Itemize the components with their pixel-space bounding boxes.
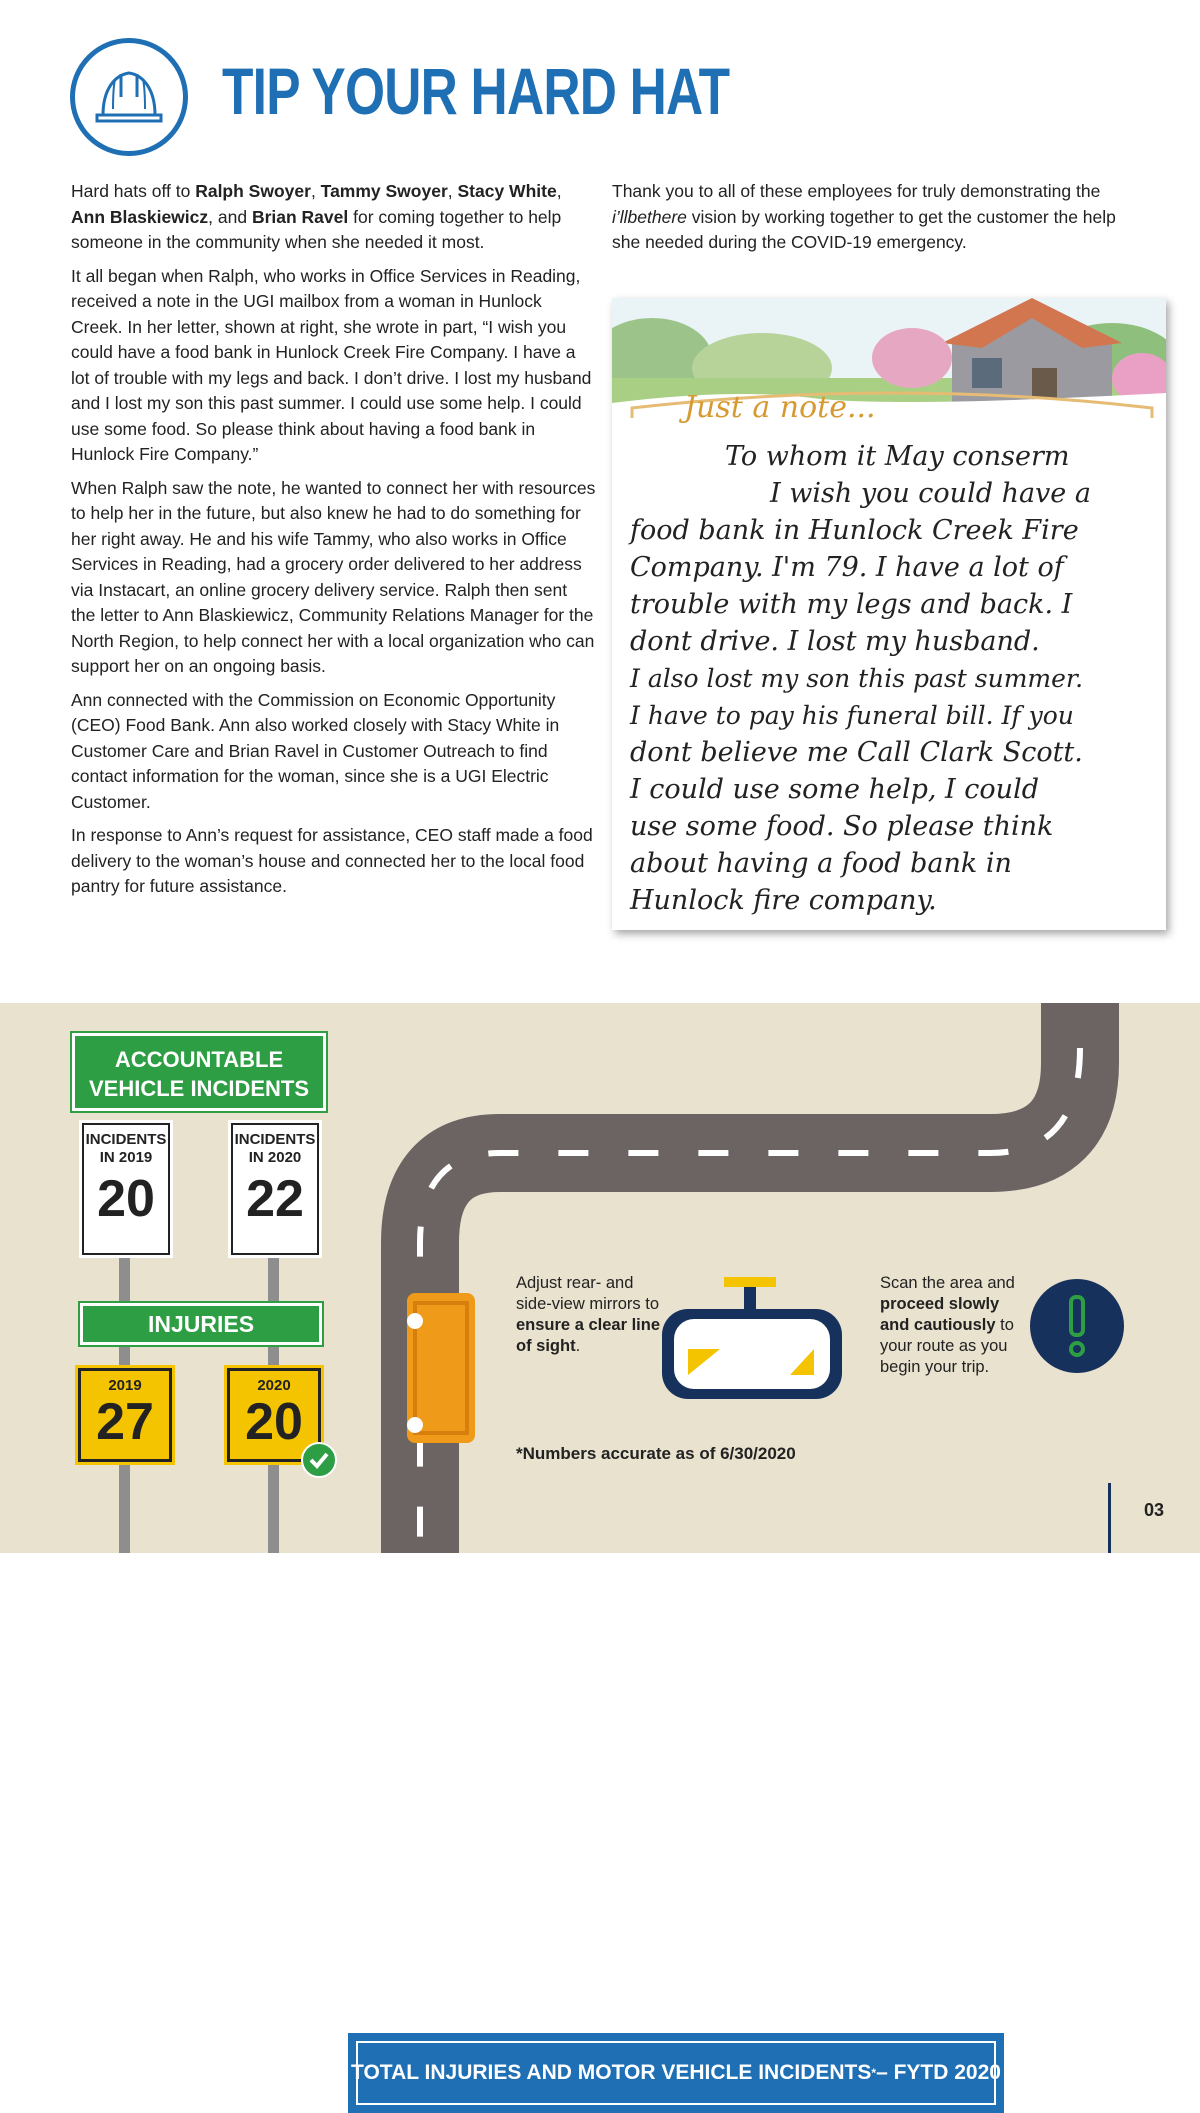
intro-paragraph: Hard hats off to Ralph Swoyer, Tammy Swoyer, Stacy White, Ann Blaskiewicz, and Brian Ravel for coming together to help someone in the community when she needed it most. (71, 181, 562, 252)
checkmark-icon (300, 1441, 338, 1479)
incidents-2020-value: 22 (246, 1170, 304, 1228)
footnote: *Numbers accurate as of 6/30/2020 (516, 1444, 796, 1463)
note-line: dont drive. I lost my husband. (630, 626, 1040, 657)
note-line: use some food. So please think (630, 811, 1054, 842)
note-line: To whom it May conserm (725, 441, 1070, 472)
thanks-paragraph: Thank you to all of these employees for truly demonstrating the i’llbethere vision by working together to get the customer the help she needed during the COVID-19 emergency. (612, 181, 1116, 252)
note-line: I wish you could have a (770, 478, 1091, 509)
injuries-2019-sign: 2019 27 (78, 1368, 172, 1462)
note-line: Company. I'm 79. I have a lot of (630, 552, 1064, 583)
article-left-column (71, 179, 596, 908)
story-paragraph: In response to Ann’s request for assistance, CEO staff made a food delivery to the woman’s house and connected her to the local food pantry for future assistance. (71, 825, 593, 896)
incidents-2020-sign: INCIDENTS IN 2020 22 (231, 1123, 319, 1255)
safety-infographic (0, 1003, 1200, 2084)
mirror-tip: Adjust rear- and side-view mirrors to ensure a clear line of sight. (516, 1274, 660, 1355)
handwritten-note (612, 298, 1166, 930)
note-header: Just a note... (684, 390, 876, 425)
vehicle-incidents-sign: ACCOUNTABLE VEHICLE INCIDENTS (72, 1033, 326, 1111)
note-line: dont believe me Call Clark Scott. (630, 737, 1083, 768)
note-line: about having a food bank in (630, 848, 1012, 879)
story-paragraph: It all began when Ralph, who works in Office Services in Reading, received a note in the UGI mailbox from a woman in Hunlock Creek. In her letter, shown at right, she wrote in part, “I wish you could have a food bank in Hunlock Creek Fire Company. I have a lot of trouble with my legs and back. I don’t drive. I lost my husband and I lost my son this past summer. I could use some help. I could use some food. So please think about having a food bank in Hunlock Fire Company.” (71, 265, 592, 464)
injuries-sign: INJURIES (80, 1303, 322, 1345)
story-paragraph: When Ralph saw the note, he wanted to connect her with resources to help her in the future, but also knew he had to do something for her right away. He and his wife Tammy, who also works in Office Services in Reading, had a grocery order delivered to her address via Instacart, an online grocery delivery service. Ralph then sent the letter to Ann Blaskiewicz, Community Relations Manager for the North Region, to help connect her with a local organization who can support her on an ongoing basis. (71, 477, 596, 676)
story-paragraph: Ann connected with the Commission on Economic Opportunity (CEO) Food Bank. Ann also worked closely with Stacy White in Customer Care and Brian Ravel in Customer Outreach to find contact information for the woman, since she is a UGI Electric Customer. (71, 689, 560, 812)
note-line: food bank in Hunlock Creek Fire (630, 515, 1079, 546)
note-line: trouble with my legs and back. I (630, 589, 1073, 620)
injuries-2019-value: 27 (96, 1393, 154, 1451)
injuries-2020-sign: 2020 20 (227, 1368, 321, 1462)
note-line: I have to pay his funeral bill. If you (630, 701, 1074, 730)
article-right-column (612, 179, 1137, 264)
page-number: 03 (1144, 1500, 1165, 1520)
note-line: I also lost my son this past summer. (630, 664, 1084, 693)
page-title: TIP YOUR HARD HAT (222, 54, 730, 128)
injuries-2020-value: 20 (245, 1393, 303, 1451)
incidents-2019-value: 20 (97, 1170, 155, 1228)
injuries-banner: TOTAL INJURIES AND MOTOR VEHICLE INCIDENTS * – FYTD 2020 (348, 2033, 1004, 2113)
hard-hat-icon (75, 43, 183, 151)
note-line: I could use some help, I could (630, 774, 1039, 805)
note-line: Hunlock fire company. (630, 885, 937, 916)
hard-hat-badge (70, 38, 188, 156)
note-handwriting (630, 438, 1160, 919)
scan-area-tip: Scan the area and proceed slowly and cautiously to your route as you begin your trip. (880, 1274, 1015, 1376)
incidents-2019-sign: INCIDENTS IN 2019 20 (82, 1123, 170, 1255)
